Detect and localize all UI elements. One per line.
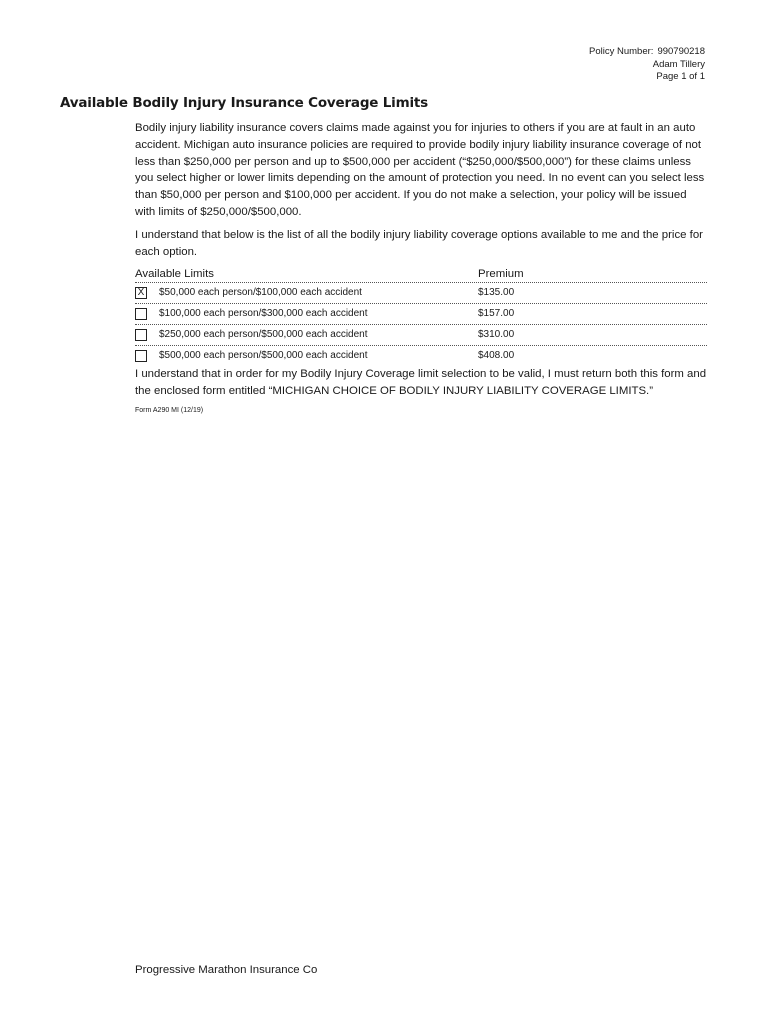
validity-paragraph: I understand that in order for my Bodily Injury Coverage limit selection to be valid, I must return both this form and the enclosed form entitled “MICHIGAN CHOICE OF BODILY INJURY LIABILITY COVERAGE LIMITS.” [135, 368, 707, 398]
page-of-label: of [689, 71, 698, 82]
limit-option: $250,000 each person/$500,000 each accident [159, 328, 368, 340]
available-limits-header: Available Limits [135, 268, 214, 281]
page-label: Page [656, 71, 679, 82]
premium-header: Premium [478, 268, 524, 281]
policy-header [589, 46, 705, 84]
table-row [135, 283, 707, 304]
company-footer: Progressive Marathon Insurance Co [135, 964, 318, 976]
page-total: 1 [699, 71, 705, 82]
table-row [135, 325, 707, 346]
form-code: Form A290 MI (12/19) [135, 406, 204, 414]
limit-checkbox[interactable]: X [135, 287, 147, 299]
table-row [135, 346, 707, 366]
page-indicator [589, 71, 705, 84]
policy-number-value: 990790218 [657, 46, 705, 57]
policy-number-label: Policy Number: [589, 46, 654, 57]
limit-checkbox[interactable] [135, 350, 147, 362]
limit-option: $100,000 each person/$300,000 each accident [159, 307, 368, 319]
options-paragraph: I understand that below is the list of all the bodily injury liability coverage options available to me and the price for each option. [135, 228, 703, 258]
premium-amount: $310.00 [478, 328, 515, 340]
page-title: Available Bodily Injury Insurance Coverage Limits [60, 95, 428, 111]
intro-paragraph: Bodily injury liability insurance covers claims made against you for injuries to others if you are at fault in an auto accident. Michigan auto insurance policies are required to provide bodily injury liability insurance coverage of not less than $250,000 per person and up to $500,000 per accident (“$250,000/$500,000”) for these claims unless you select higher or lower limits depending on the amount of protection you need. In no event can you select less than $50,000 per person and $100,000 per accident. If you do not make a selection, your policy will be issued with limits of $250,000/$500,000. [135, 122, 705, 218]
limit-checkbox[interactable] [135, 308, 147, 320]
premium-amount: $135.00 [478, 286, 515, 298]
limit-option: $500,000 each person/$500,000 each accident [159, 349, 368, 361]
limit-option: $50,000 each person/$100,000 each accident [159, 286, 362, 298]
premium-amount: $408.00 [478, 349, 515, 361]
insured-name: Adam Tillery [652, 58, 705, 70]
policy-number-line [589, 46, 705, 59]
table-header [135, 266, 707, 283]
premium-amount: $157.00 [478, 307, 515, 319]
coverage-limits-table [135, 266, 707, 366]
form-body [135, 120, 707, 416]
limit-checkbox[interactable] [135, 329, 147, 341]
table-row [135, 304, 707, 325]
page-current: 1 [681, 71, 687, 82]
